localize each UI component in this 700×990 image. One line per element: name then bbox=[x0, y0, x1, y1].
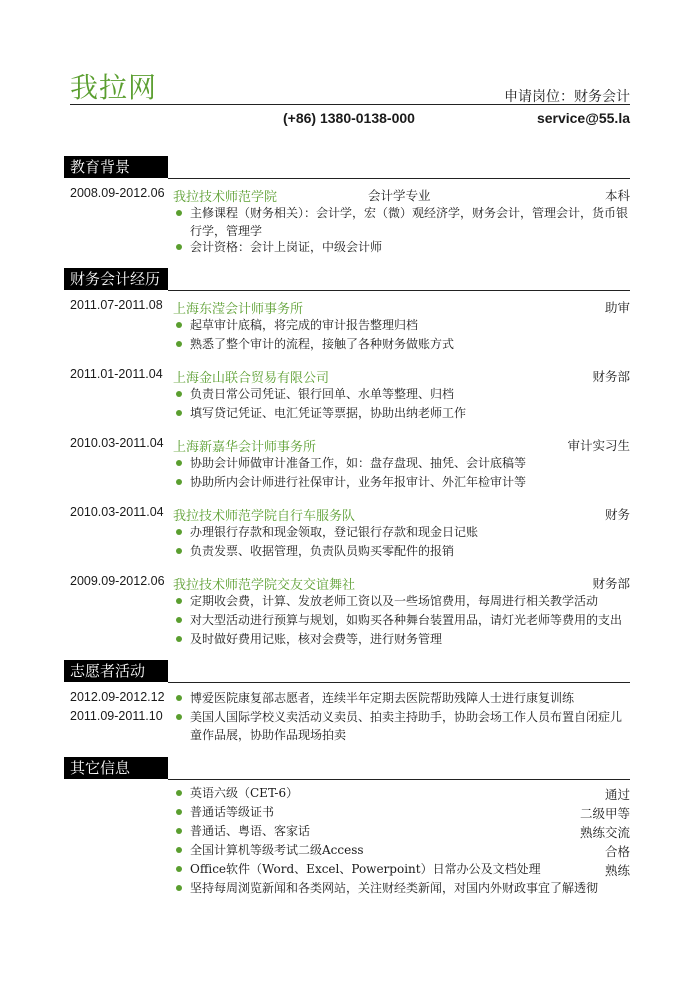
other-item: 全国计算机等级考试二级Access bbox=[190, 841, 632, 859]
experience-role: 财务部 bbox=[592, 576, 630, 591]
phone-number: (+86) 1380-0138-000 bbox=[283, 110, 415, 126]
education-major: 会计学专业 bbox=[368, 188, 431, 203]
other-item-level: 二级甲等 bbox=[579, 806, 630, 821]
experience-bullet: 协助会计师做审计准备工作，如：盘存盘现、抽凭、会计底稿等 bbox=[190, 454, 632, 472]
section-rule bbox=[168, 290, 630, 291]
experience-bullet: 办理银行存款和现金领取，登记银行存款和现金日记账 bbox=[190, 523, 632, 541]
job-target: 申请岗位：财务会计 bbox=[504, 89, 630, 105]
section-title-education: 教育背景 bbox=[64, 156, 168, 178]
experience-role: 助审 bbox=[604, 300, 630, 315]
experience-date: 2011.07-2011.08 bbox=[70, 298, 163, 312]
other-item: 普通话、粤语、客家话 bbox=[190, 822, 632, 840]
experience-bullet: 负责发票、收据管理，负责队员购买零配件的报销 bbox=[190, 542, 632, 560]
volunteer-date: 2011.09-2011.10 bbox=[70, 709, 163, 723]
experience-date: 2009.09-2012.06 bbox=[70, 574, 165, 588]
experience-bullet: 协助所内会计师进行社保审计，业务年报审计、外汇年检审计等 bbox=[190, 473, 632, 491]
experience-bullet: 定期收会费，计算、发放老师工资以及一些场馆费用，每周进行相关教学活动 bbox=[190, 592, 632, 610]
volunteer-bullet: 博爱医院康复部志愿者，连续半年定期去医院帮助残障人士进行康复训练 bbox=[190, 689, 632, 707]
experience-bullet: 起草审计底稿，将完成的审计报告整理归档 bbox=[190, 316, 632, 334]
education-degree: 本科 bbox=[604, 188, 630, 203]
education-bullet: 主修课程（财务相关）：会计学，宏（微）观经济学，财务会计，管理会计，货币银行学，管理学 bbox=[190, 204, 632, 240]
other-item: 普通话等级证书 bbox=[190, 803, 632, 821]
education-bullet: 会计资格：会计上岗证，中级会计师 bbox=[190, 238, 632, 256]
section-title-other: 其它信息 bbox=[64, 757, 168, 779]
experience-org: 我拉技术师范学院交友交谊舞社 bbox=[173, 578, 356, 593]
section-rule bbox=[168, 779, 630, 780]
resume-logo-name: 我拉网 bbox=[70, 71, 158, 104]
education-date: 2008.09-2012.06 bbox=[70, 186, 165, 200]
section-title-experience: 财务会计经历 bbox=[64, 268, 168, 290]
other-item: 英语六级（CET-6） bbox=[190, 784, 632, 802]
experience-org: 上海金山联合贸易有限公司 bbox=[173, 371, 330, 386]
experience-bullet: 对大型活动进行预算与规划，如购买各种舞台装置用品，请灯光老师等费用的支出 bbox=[190, 611, 632, 629]
other-item: 坚持每周浏览新闻和各类网站，关注财经类新闻，对国内外财政事宜了解透彻 bbox=[190, 879, 632, 897]
other-item-level: 合格 bbox=[604, 844, 630, 859]
other-item: Office软件（Word、Excel、Powerpoint）日常办公及文档处理 bbox=[190, 860, 632, 878]
section-rule bbox=[168, 178, 630, 179]
experience-date: 2010.03-2011.04 bbox=[70, 436, 164, 450]
section-title-volunteer: 志愿者活动 bbox=[64, 660, 168, 682]
experience-date: 2010.03-2011.04 bbox=[70, 505, 164, 519]
experience-date: 2011.01-2011.04 bbox=[70, 367, 163, 381]
section-rule bbox=[168, 682, 630, 683]
experience-bullet: 及时做好费用记账，核对会费等，进行财务管理 bbox=[190, 630, 632, 648]
volunteer-date: 2012.09-2012.12 bbox=[70, 690, 165, 704]
other-item-level: 熟练 bbox=[604, 863, 630, 878]
header-divider bbox=[70, 104, 630, 105]
experience-bullet: 熟悉了整个审计的流程，接触了各种财务做账方式 bbox=[190, 335, 632, 353]
volunteer-bullet: 美国人国际学校义卖活动义卖员、拍卖主持助手，协助会场工作人员布置自闭症儿童作品展，协助作品现场拍卖 bbox=[190, 708, 632, 744]
education-school: 我拉技术师范学院 bbox=[173, 190, 278, 205]
experience-role: 财务部 bbox=[592, 369, 630, 384]
experience-bullet: 填写贷记凭证、电汇凭证等票据，协助出纳老师工作 bbox=[190, 404, 632, 422]
experience-org: 我拉技术师范学院自行车服务队 bbox=[173, 509, 356, 524]
experience-role: 审计实习生 bbox=[567, 438, 630, 453]
email-address[interactable]: service@55.la bbox=[536, 110, 630, 126]
other-item-level: 通过 bbox=[604, 787, 630, 802]
experience-org: 上海东滢会计师事务所 bbox=[173, 302, 304, 317]
other-item-level: 熟练交流 bbox=[579, 825, 630, 840]
experience-role: 财务 bbox=[604, 507, 630, 522]
experience-org: 上海新嘉华会计师事务所 bbox=[173, 440, 317, 455]
experience-bullet: 负责日常公司凭证、银行回单、水单等整理、归档 bbox=[190, 385, 632, 403]
